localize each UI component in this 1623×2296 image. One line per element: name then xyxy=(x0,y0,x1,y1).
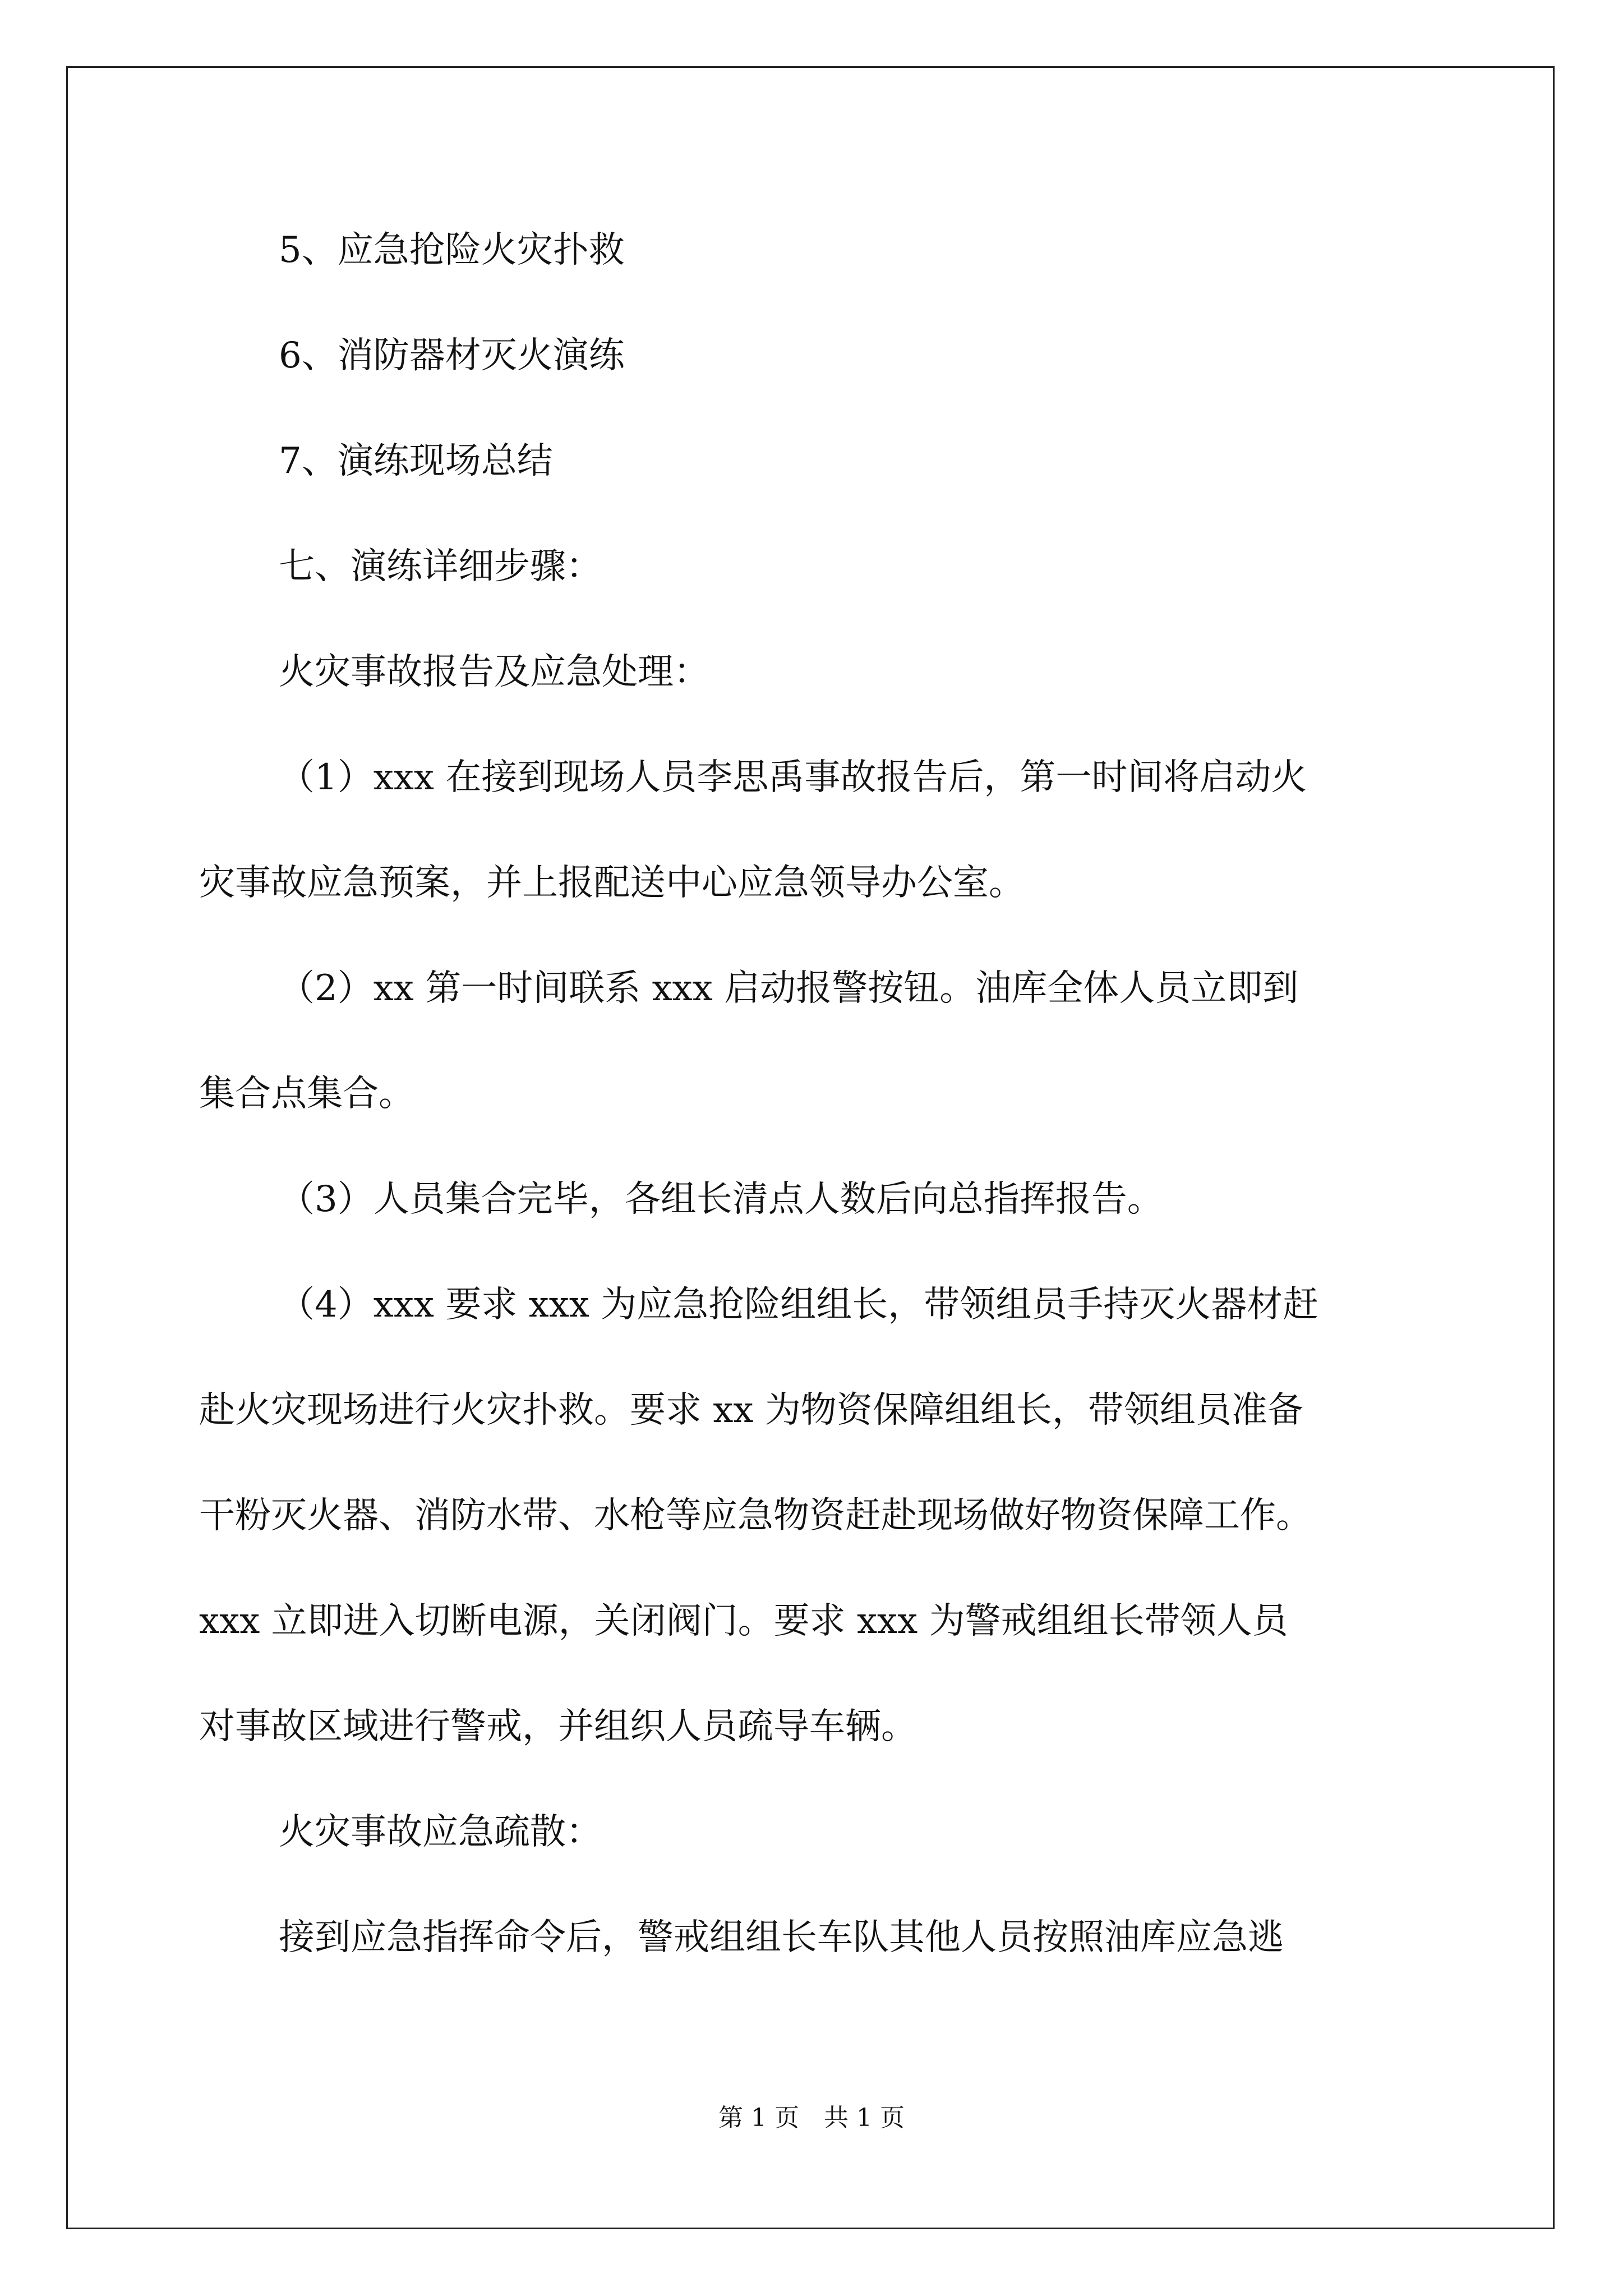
list-item-7: 7、演练现场总结 xyxy=(279,440,553,482)
section-heading: 七、演练详细步骤： xyxy=(279,546,602,587)
paragraph-line: 灾事故应急预案，并上报配送中心应急领导办公室。 xyxy=(199,862,1025,904)
page-footer: 第 1 页 共 1 页 xyxy=(718,2104,905,2132)
paragraph-line: （4）xxx 要求 xxx 为应急抢险组组长，带领组员手持灭火器材赶 xyxy=(279,1284,1319,1326)
sub-heading-evacuation: 火灾事故应急疏散： xyxy=(279,1811,602,1853)
list-item-6: 6、消防器材灭火演练 xyxy=(279,335,625,376)
paragraph-line: （3）人员集合完毕，各组长清点人数后向总指挥报告。 xyxy=(279,1179,1163,1220)
paragraph-line: 集合点集合。 xyxy=(199,1073,414,1115)
list-item-5: 5、应急抢险火灾扑救 xyxy=(279,229,625,271)
paragraph-line: 接到应急指挥命令后，警戒组组长车队其他人员按照油库应急逃 xyxy=(279,1917,1284,1958)
paragraph-line: （2）xx 第一时间联系 xxx 启动报警按钮。油库全体人员立即到 xyxy=(279,968,1299,1009)
paragraph-line: xxx 立即进入切断电源，关闭阀门。要求 xxx 为警戒组组长带领人员 xyxy=(199,1600,1288,1642)
paragraph-line: （1）xxx 在接到现场人员李思禹事故报告后，第一时间将启动火 xyxy=(279,757,1307,798)
paragraph-line: 赴火灾现场进行火灾扑救。要求 xx 为物资保障组组长，带领组员准备 xyxy=(199,1389,1303,1431)
paragraph-line: 对事故区域进行警戒，并组织人员疏导车辆。 xyxy=(199,1706,917,1747)
paragraph-line: 干粉灭火器、消防水带、水枪等应急物资赶赴现场做好物资保障工作。 xyxy=(199,1495,1312,1536)
sub-heading-report: 火灾事故报告及应急处理： xyxy=(279,651,709,693)
page-frame xyxy=(66,66,1555,2229)
